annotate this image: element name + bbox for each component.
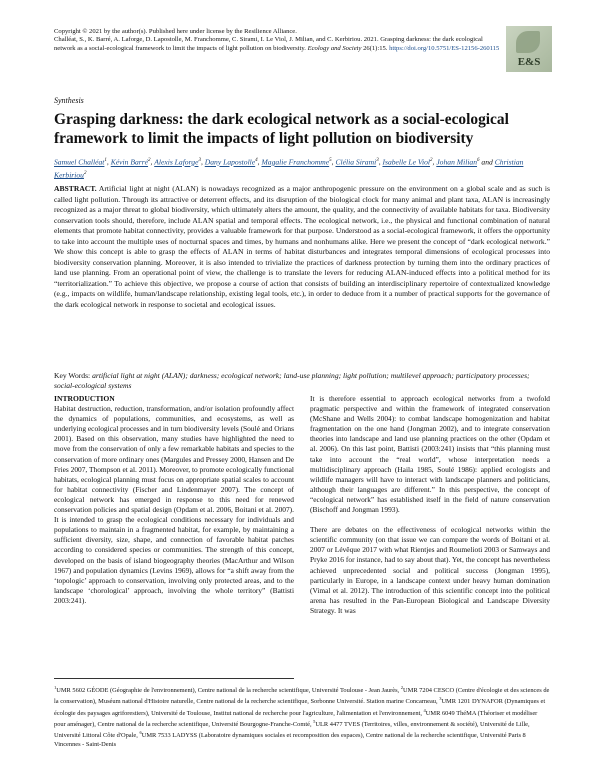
paragraph: Habitat destruction, reduction, transformation, and/or isolation profoundly affect the dynamics of populations, communities, and ecosystems, as well as underlying ecological processes and in turn biodiversity levels (Soulé and Orians 2001). Based on this observation, many studies have highlighted the need to move from the conservation of only a few remarkable habitats and species to the conservation of more ordinary ones (Margules and Pressey 2000, Hansen and De Fries 2007, Thompson et al. 2011). Moreover, to promote ecologically functional habitats, ecological planning must focus on appropriate spatial scales to account for habitat connectivity (Fischer and Lindenmayer 2007). The concept of ecological network has emerged in response to this need for renewed conservation policies and spatial design (Opdam et al. 2006, Boitani et al. 2007). It is intended to grasp the ecological conditions necessary for individuals and populations to maintain in a fragmented habitat, for example, by maintaining a sufficient diversity, size, shape, and connection of favorable habitat patches according to considered species or communities. The strength of this concept, developed on the basis of island biogeography theories (MacArthur and Wilson 1967) and population dynamics (Levins 1969), allows for “a shift away from the ‘topologic’ approach to conservation, involving only protected areas, and to the landscape ‘chorological’ approach, involving the whole territory” (Battisti 2003:241).	[54, 404, 294, 605]
footnote-number: 3	[439, 696, 442, 702]
paragraph-gap	[310, 515, 550, 525]
leaf-icon	[516, 31, 540, 53]
journal-name: Ecology and Society	[307, 44, 362, 52]
logo-text: E&S	[517, 56, 541, 68]
copyright-line: Copyright © 2021 by the author(s). Published here under license by the Resilience Alliance.	[54, 28, 297, 35]
author-affiliation-number: 6	[477, 158, 480, 163]
article-title: Grasping darkness: the dark ecological network as a social-ecological framework to limit the impacts of light pollution on biodiversity	[54, 111, 509, 147]
column-left	[54, 394, 294, 606]
author-name[interactable]: Dany Lapostolle	[204, 157, 256, 167]
author-affiliation-number: 5	[329, 158, 332, 163]
keywords-label: Key Words:	[54, 371, 91, 380]
author-affiliation-number: 2	[83, 170, 87, 176]
journal-logo[interactable]	[506, 26, 552, 72]
author-affiliation-number: 1	[104, 158, 107, 163]
author-name[interactable]: Johan Milian	[436, 157, 478, 167]
keywords-text: artificial light at night (ALAN); darkness; ecological network; land-use planning; light pollution; multilevel approach; participatory processes; social-ecological systems	[54, 371, 530, 391]
footnote-text: UMR 7533 LADYSS (Laboratoire dynamiques sociales et recomposition des espaces), Centre national de la recherche scientifique, Université Paris 8 Vincennes - Saint-Denis	[54, 732, 526, 748]
abstract-text: Artificial light at night (ALAN) is nowadays recognized as a major anthropogenic pressure on the environment on a global scale and as such is called light pollution. Through its attractive or deterrent effects, and its disruption of the biological clock for many animal and plant taxa, ALAN is increasingly recognized as a major threat to global biodiversity, which ultimately alters the amount, the quality, and the connectivity of available habitats for taxa. Biodiversity conservation tools should, therefore, include ALAN spatial and temporal effects. The ecological network, i.e., the physical and functional combination of natural elements that promote habitat connectivity, provides a valuable framework for that purpose. Understood as a social-ecological framework, it offers the opportunity to take into account the multiple uses of nocturnal spaces and times, by humans and nonhumans alike. Here we present the concept of “dark ecological network.” We show this concept is able to grasp the effects of ALAN in terms of habitat disturbances and integrates temporal dimensions of ecological processes into biodiversity conservation planning. Moreover, it is also intended to trivialize the practices of darkness protection by turning them into the ordinary practices of land use planning. From an operational point of view, the challenge is to translate the levers for reducing ALAN-induced effects into a political method for its “territorialization.” To achieve this objective, we propose a course of action that consists of building an interdisciplinary repertoire of contextualized knowledge (e.g., impacts on wildlife, human/landscape relationship, existing legal tools, etc.), in order to deduce from it a number of practical supports for the governance of the dark ecological network in response to societal and ecological issues.	[54, 184, 550, 309]
footnote-text: UMR 5602 GÉODE (Géographie de l'environnement), Centre national de la recherche scientifique, Université Toulouse - Jean Jaurès,	[56, 687, 401, 695]
author-affiliation-number: 2	[148, 158, 151, 163]
article-type: Synthesis	[54, 96, 84, 105]
footnote-text: UMR 6049 ThéMA (Théoriser et modéliser pour aménager), Centre national de la recherche scientifique, Université Bourgogne-Franche-Comté,	[54, 709, 538, 729]
author-name[interactable]: Kévin Barré	[110, 157, 149, 167]
author-affiliation-number: 3	[376, 158, 379, 163]
abstract-label: ABSTRACT.	[54, 184, 97, 193]
footnote-divider	[54, 678, 294, 679]
footnote-text: ULR 4477 TVES (Territoires, villes, environnement & société), Université de Lille, Université Littoral Côte d'Opale,	[54, 721, 530, 740]
footnote-number: 5	[313, 718, 316, 724]
abstract	[54, 184, 550, 310]
footnote-number: 1	[54, 685, 57, 690]
author-list: Samuel Challéat$^1$, Kévin Barré$^2$, Alexis Laforge$^3$, Dany Lapostolle$^4$, Magalie Franchomme$^5$, Clélia Sirami$^3$, Isabelle Le Viol$^2$, Johan Milian$^6$ and Christian Kerbiriou$^2$	[54, 157, 524, 180]
citation-text	[54, 36, 500, 53]
citation-header	[54, 28, 500, 53]
paragraph: There are debates on the effectiveness of ecological networks within the scientific community (on that issue we can compare the words of Boitani et al. 2007 or Lévêque 2017 with what Rientjes and Roumelioti 2003 or Samways and Pryke 2016 for instance, had to say about that). Yet, the concept has nevertheless achieved unprecedented social and political success (Jongman 1995), particularly in Europe, in a landscape context under heavy human domination (Vimal et al. 2012). The introduction of this scientific concept into the political arena has resulted in the Pan-European Biological and Landscape Diversity Strategy. It was	[310, 525, 550, 615]
author-name[interactable]: Christian Kerbiriou	[54, 157, 524, 180]
footnote-number: 2	[400, 685, 404, 690]
paragraph: It is therefore essential to approach ecological networks from a twofold pragmatic perspective and within the framework of integrated conservation (McShane and Wells 2004): to combat landscape homogenization and habitat fragmentation on the one hand (Jongman 2002), and to integrate conservation theories into landscape and land use planning practices on the other (Opdam et al. 2006). On this last point, Battisti (2003:241) insists that “this planning must take into account the “real world”, whose interpretation needs a multidisciplinary approach (Haila 1985, Soulé 1986): applied ecologists and wildlife managers will have to interact with landscape planners and politicians, although their languages are different.” In this perspective, the concept of “ecological network” has established itself in the field of nature conservation (Bischoff and Jongman 1993).	[310, 394, 550, 515]
footnote-number: 4	[423, 707, 426, 713]
doi-link[interactable]: https://doi.org/10.5751/ES-12156-260115	[389, 44, 500, 52]
journal-volume: 26(1):15.	[363, 44, 388, 52]
affiliations-footnotes	[54, 684, 550, 749]
author-affiliation-number: 4	[255, 158, 258, 163]
author-name[interactable]: Alexis Laforge	[154, 157, 199, 167]
keywords	[54, 371, 550, 392]
author-affiliation-number: 3	[198, 158, 201, 163]
citation-authors-title: Challéat, S., K. Barré, A. Laforge, D. Lapostolle, M. Franchomme, C. Sirami, I. Le Viol, J. Milian, and C. Kerbiriou. 2021. Grasping darkness: the dark ecological network as a social-ecological framework to limit the impacts of light pollution on biodiversity.	[54, 36, 483, 52]
section-heading-introduction: INTRODUCTION	[54, 394, 115, 403]
column-right	[310, 394, 550, 616]
author-name[interactable]: Magalie Franchomme	[261, 157, 330, 167]
footnote-number: 6	[139, 730, 142, 736]
author-name[interactable]: Clélia Sirami	[335, 157, 377, 167]
author-name[interactable]: Samuel Challéat	[54, 157, 105, 167]
footnote-text: UMR 7204 CESCO (Centre d'écologie et des sciences de la conservation), Muséum national d'Histoire naturelle, Centre national de la recherche scientifique, Sorbonne Université. Station marine Concarneau,	[54, 687, 550, 706]
author-affiliation-number: 2	[430, 158, 433, 163]
author-name[interactable]: Isabelle Le Viol	[382, 157, 431, 167]
footnote-text: UMR 1201 DYNAFOR (Dynamiques et écologie des paysages agriforestiers), Université de Toulouse, Institut national de recherche pour l'agriculture, l'alimentation et l'environnement,	[54, 698, 546, 717]
